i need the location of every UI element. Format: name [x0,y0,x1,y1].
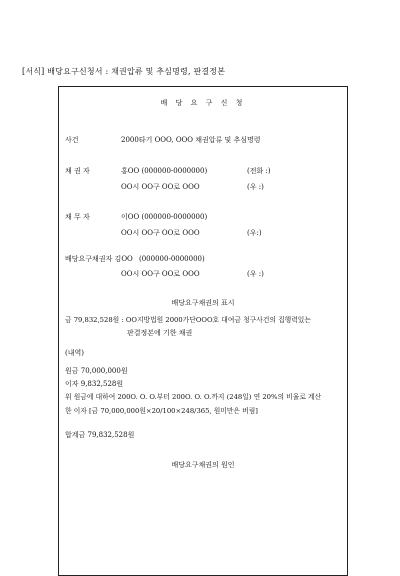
interest-amount: 이자 9,832,528원 [65,380,124,388]
case-value: 2000타기 OOO, OOO 채권압류 및 추심명령 [121,136,261,144]
claimant-address: OO시 OO구 OO로 OOO [121,270,200,278]
creditor-postal: (우 :) [247,183,264,191]
document-frame [58,86,348,576]
claimant-name: (000000-0000000) [139,255,205,263]
form-caption: [서식] 배당요구신청서 : 채권압류 및 추심명령, 판결정본 [22,67,226,76]
creditor-phone: (전화 :) [247,167,271,175]
interest-description-1: 위 원금에 대하여 200O. O. O.부터 200O. O. O.까지 (248일) 연 20%의 비율로 계산 [65,393,322,401]
principal-amount: 원금 70,000,000원 [65,367,128,375]
total-amount: 합계금 79,832,528원 [65,431,135,439]
breakdown-label: (내역) [65,349,84,357]
creditor-address: OO시 OO구 OO로 OOO [121,183,200,191]
creditor-name: 홍OO (000000-0000000) [121,167,208,175]
cause-section-title: 배당요구채권의 원인 [171,461,235,469]
claim-line-1: 금 79,832,528원 : OO지방법원 2000가단OOO호 대여금 청구사건의 집행력있는 [65,316,311,324]
claim-line-2: 판결정본에 기한 채권 [127,329,193,337]
claimant-postal: (우 :) [247,270,264,278]
case-label: 사건 [65,136,79,144]
creditor-label: 채 권 자 [65,167,90,175]
debtor-label: 채 무 자 [65,213,90,221]
claim-section-title: 배당요구채권의 표시 [171,299,235,307]
debtor-name: 이OO (000000-0000000) [121,213,208,221]
debtor-address: OO시 OO구 OO로 OOO [121,229,200,237]
document-title: 배 당 요 구 신 청 [160,99,246,107]
interest-description-2: 한 이자 [금 70,000,000원×20/100×248/365, 원미만은 버림] [65,407,258,415]
debtor-postal: (우:) [247,229,262,237]
claimant-label: 배당요구채권자 김OO [65,255,133,263]
